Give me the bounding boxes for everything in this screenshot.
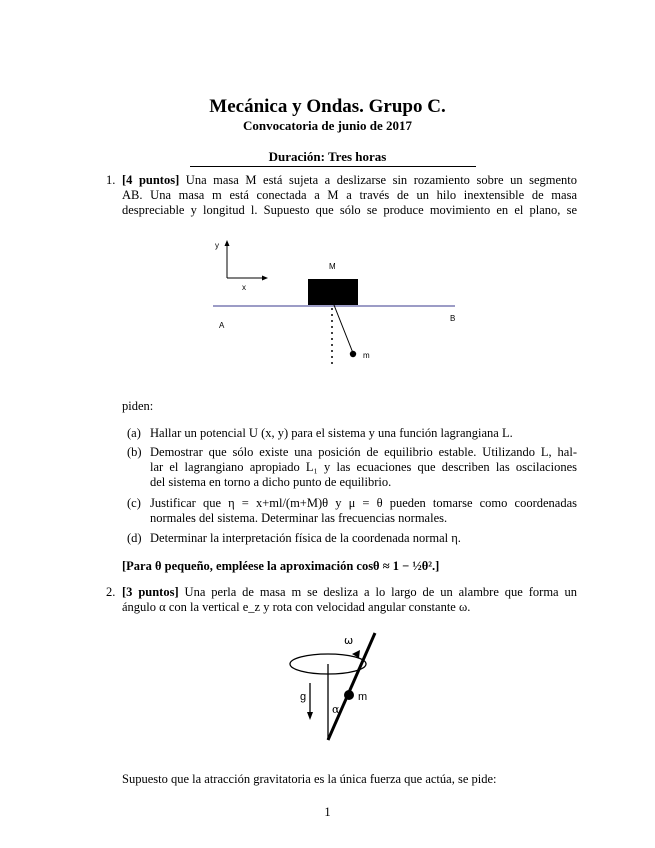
item-d-line1: Determinar la interpretación física de la coordenada normal η. bbox=[150, 531, 461, 545]
problem2-points: [3 puntos] bbox=[122, 585, 179, 599]
problem2-line1-text: Una perla de masa m se desliza a lo largo de un alambre que forma un bbox=[184, 585, 577, 599]
problem1-line2: AB. Una masa m está conectada a M a través de un hilo inextensible de masa bbox=[122, 188, 577, 202]
item-c-label: (c) bbox=[127, 496, 141, 510]
omega-label: ω bbox=[344, 634, 354, 647]
item-b-line2: lar el lagrangiano apropiado L₁ y las ecuaciones que describen las oscilaciones bbox=[150, 460, 577, 474]
block-M bbox=[308, 279, 358, 305]
string-l bbox=[334, 305, 353, 353]
problem1-line1-text: Una masa M está sujeta a deslizarse sin rozamiento sobre un segmento bbox=[185, 173, 578, 187]
rotating-wire-bead-diagram bbox=[280, 628, 400, 746]
item-b-line1: Demostrar que sólo existe una posición de equilibrio estable. Utilizando L, hal- bbox=[150, 445, 577, 459]
item-c-line2: normales del sistema. Determinar las frecuencias normales. bbox=[150, 511, 448, 525]
problem1-number: 1. bbox=[106, 173, 116, 187]
problem2-number: 2. bbox=[106, 585, 116, 599]
x-axis-label: x bbox=[242, 283, 246, 292]
problem1-continuation: piden: bbox=[122, 399, 154, 413]
bead-m-label: m bbox=[358, 691, 368, 703]
alpha-label: α bbox=[332, 703, 340, 716]
exam-duration: Duración: Tres horas bbox=[268, 149, 387, 164]
mass-m-label: m bbox=[363, 351, 370, 360]
point-B-label: B bbox=[450, 314, 456, 323]
sliding-mass-pendulum-diagram bbox=[205, 232, 465, 372]
item-a-label: (a) bbox=[127, 426, 141, 440]
item-b-label: (b) bbox=[127, 445, 142, 459]
gravity-arrowhead bbox=[307, 712, 313, 720]
x-axis-arrow bbox=[262, 276, 268, 281]
problem1-hint: [Para θ pequeño, empléese la aproximación cosθ ≈ 1 − ½θ².] bbox=[122, 559, 440, 573]
exam-subtitle: Convocatoria de junio de 2017 bbox=[243, 118, 412, 133]
problem2-line1 bbox=[122, 585, 577, 600]
page-number: 1 bbox=[324, 805, 331, 819]
y-axis-label: y bbox=[215, 241, 219, 250]
problem1-line1 bbox=[122, 173, 577, 188]
point-A-label: A bbox=[219, 321, 225, 330]
problem1-points: [4 puntos] bbox=[122, 173, 180, 187]
y-axis-arrow bbox=[225, 240, 230, 246]
problem2-continuation: Supuesto que la atracción gravitatoria es la única fuerza que actúa, se pide: bbox=[122, 772, 497, 786]
header-rule bbox=[190, 166, 476, 167]
problem2-line2: ángulo α con la vertical e_z y rota con velocidad angular constante ω. bbox=[122, 600, 471, 614]
mass-M-label: M bbox=[329, 262, 336, 271]
problem1-line3: despreciable y longitud l. Supuesto que sólo se produce movimiento en el plano, se bbox=[122, 203, 577, 217]
item-c-line1: Justificar que η = x+ml/(m+M)θ y μ = θ pueden tomarse como coordenadas bbox=[150, 496, 577, 510]
g-label: g bbox=[300, 691, 307, 703]
bob-m bbox=[350, 351, 356, 357]
exam-title: Mecánica y Ondas. Grupo C. bbox=[209, 96, 446, 117]
item-b-line3: del sistema en torno a dicho punto de equilibrio. bbox=[150, 475, 392, 489]
wire bbox=[328, 633, 375, 740]
bead-m bbox=[344, 690, 354, 700]
item-a-line1: Hallar un potencial U (x, y) para el sistema y una función lagrangiana L. bbox=[150, 426, 513, 440]
item-d-label: (d) bbox=[127, 531, 142, 545]
